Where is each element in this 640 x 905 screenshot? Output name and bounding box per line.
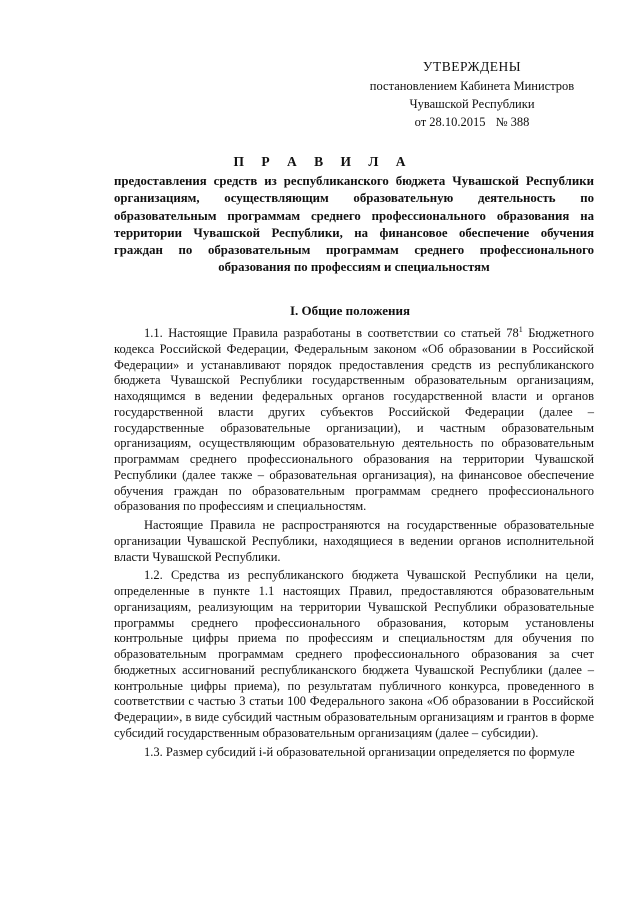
- document-subtitle: предоставления средств из республиканского бюджета Чувашской Республики организациям, осуществляющим образовательную деятельность по образовательным программам среднего профессионального образования на территории Чувашской Республики, на финансовое обеспечение обучения граждан по образовательным программам среднего профессионального образования по профессиям и специальностям: [114, 174, 594, 275]
- approval-heading: УТВЕРЖДЕНЫ: [422, 59, 522, 74]
- approval-line-republic: Чувашской Республики: [409, 97, 535, 111]
- document-title: П Р А В И Л А: [233, 154, 413, 169]
- approval-date-line: [342, 113, 602, 131]
- approval-date: от 28.10.2015: [414, 115, 486, 129]
- article-superscript: 1: [518, 324, 523, 334]
- approval-line-cabinet: постановлением Кабинета Министров: [369, 79, 575, 93]
- approval-block: [342, 58, 602, 131]
- approval-number: № 388: [495, 115, 530, 129]
- paragraph-1-1: [114, 326, 594, 515]
- paragraph-1-1-rest: Бюджетного кодекса Российской Федерации, Федеральным законом «Об образовании в Российской Федерации» и устанавливают порядок предоставления средств из республиканского бюджета Чувашской Республики государственным образовательным организациям, находящимся в ведении федеральных органов государственной власти и органов государственной власти других субъектов Российской Федерации (далее – государственные образовательные организации), и частным образовательным организациям, осуществляющим образовательную деятельность по образовательным программам среднего профессионального образования на территории Чувашской Республики (далее также – образовательная организация), на финансовое обеспечение обучения граждан по образовательным программам среднего профессионального образования по профессиям и специальностям.: [114, 326, 594, 514]
- paragraph-1-2: 1.2. Средства из республиканского бюджета Чувашской Республики на цели, определенные в пункте 1.1 настоящих Правил, предоставляются образовательным организациям, реализующим на территории Чувашской Республики образовательные программы среднего профессионального образования, которым установлены контрольные цифры приема по профессиям и специальностям для обучения по образовательным программам среднего профессионального образования за счет бюджетных ассигнований республиканского бюджета Чувашской Республики (далее – контрольные цифры приема), по результатам публичного конкурса, проведенного в соответствии с частью 3 статьи 100 Федерального закона «Об образовании в Российской Федерации», в виде субсидий частным образовательным организациям и грантов в форме субсидий государственным образовательным организациям (далее – субсидии).: [114, 568, 594, 740]
- paragraph-1-1-start: 1.1. Настоящие Правила разработаны в соответствии со статьей 78: [144, 326, 519, 340]
- paragraph-1-3: 1.3. Размер субсидий i-й образовательной организации определяется по формуле: [144, 744, 575, 759]
- section-heading: I. Общие положения: [290, 303, 410, 318]
- document-body: [114, 326, 594, 763]
- paragraph-exclusion: Настоящие Правила не распространяются на государственные образовательные организации Чувашской Республики, находящиеся в ведении органов исполнительной власти Чувашской Республики.: [114, 518, 594, 564]
